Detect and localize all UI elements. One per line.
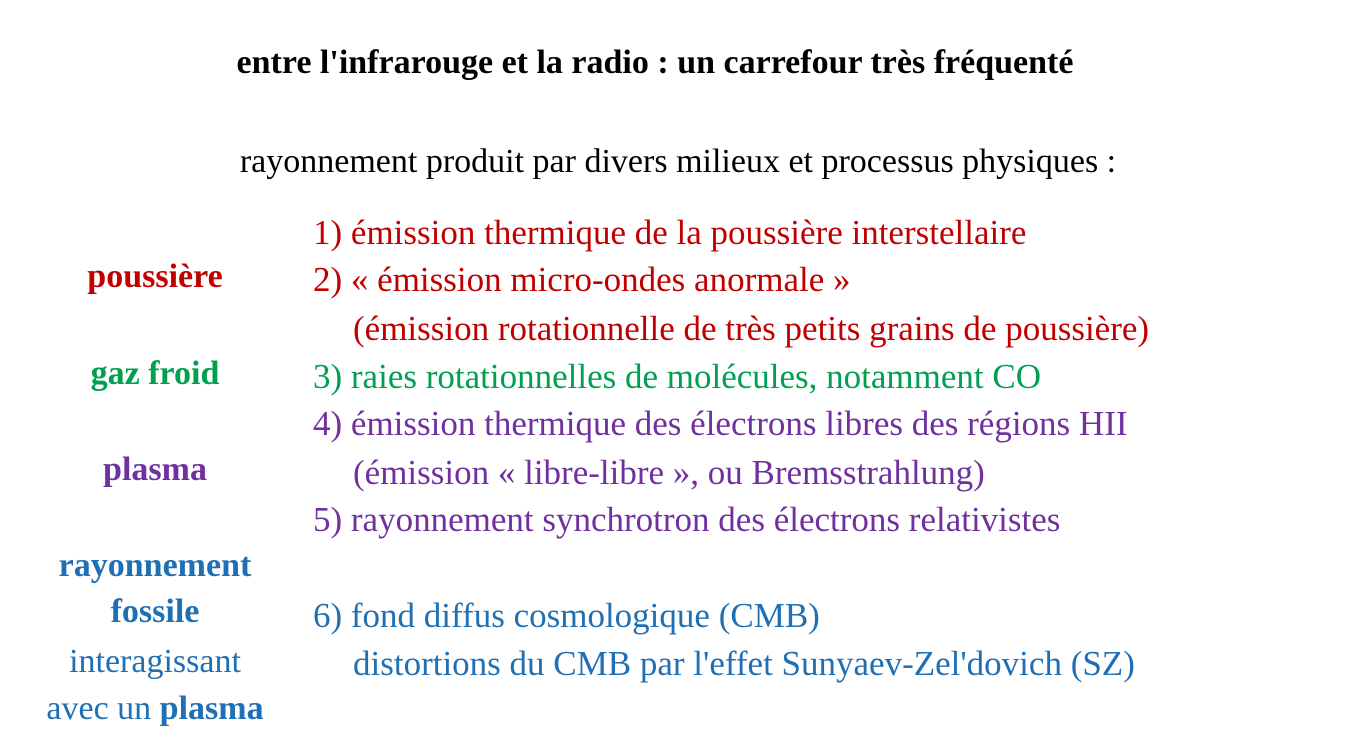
label-fossil-1: rayonnement	[58, 547, 252, 584]
label-fossil-4	[0, 690, 310, 728]
item-3: 3) raies rotationnelles de molécules, notamment CO	[313, 357, 1041, 396]
item-2: 2) « émission micro-ondes anormale »	[313, 260, 851, 299]
label-fossil-2: fossile	[110, 593, 200, 630]
item-5: 5) rayonnement synchrotron des électrons relativistes	[313, 500, 1061, 539]
page-title: entre l'infrarouge et la radio : un carrefour très fréquenté	[236, 44, 1074, 81]
item-6: 6) fond diffus cosmologique (CMB)	[313, 596, 820, 635]
item-4-detail: (émission « libre-libre », ou Bremsstrahlung)	[353, 453, 985, 492]
item-6-detail: distortions du CMB par l'effet Sunyaev-Zel'dovich (SZ)	[353, 644, 1135, 683]
item-4: 4) émission thermique des électrons libres des régions HII	[313, 404, 1128, 443]
page-subtitle: rayonnement produit par divers milieux et processus physiques :	[239, 143, 1117, 180]
label-plasma: plasma	[103, 451, 207, 488]
item-2-detail: (émission rotationnelle de très petits grains de poussière)	[353, 309, 1150, 348]
label-fossil-3: interagissant	[69, 643, 241, 680]
label-fossil-4a: avec un	[46, 690, 160, 727]
label-dust: poussière	[87, 258, 223, 295]
label-fossil-4b: plasma	[159, 690, 264, 727]
item-1: 1) émission thermique de la poussière interstellaire	[313, 213, 1027, 252]
label-cold-gas: gaz froid	[90, 355, 220, 392]
